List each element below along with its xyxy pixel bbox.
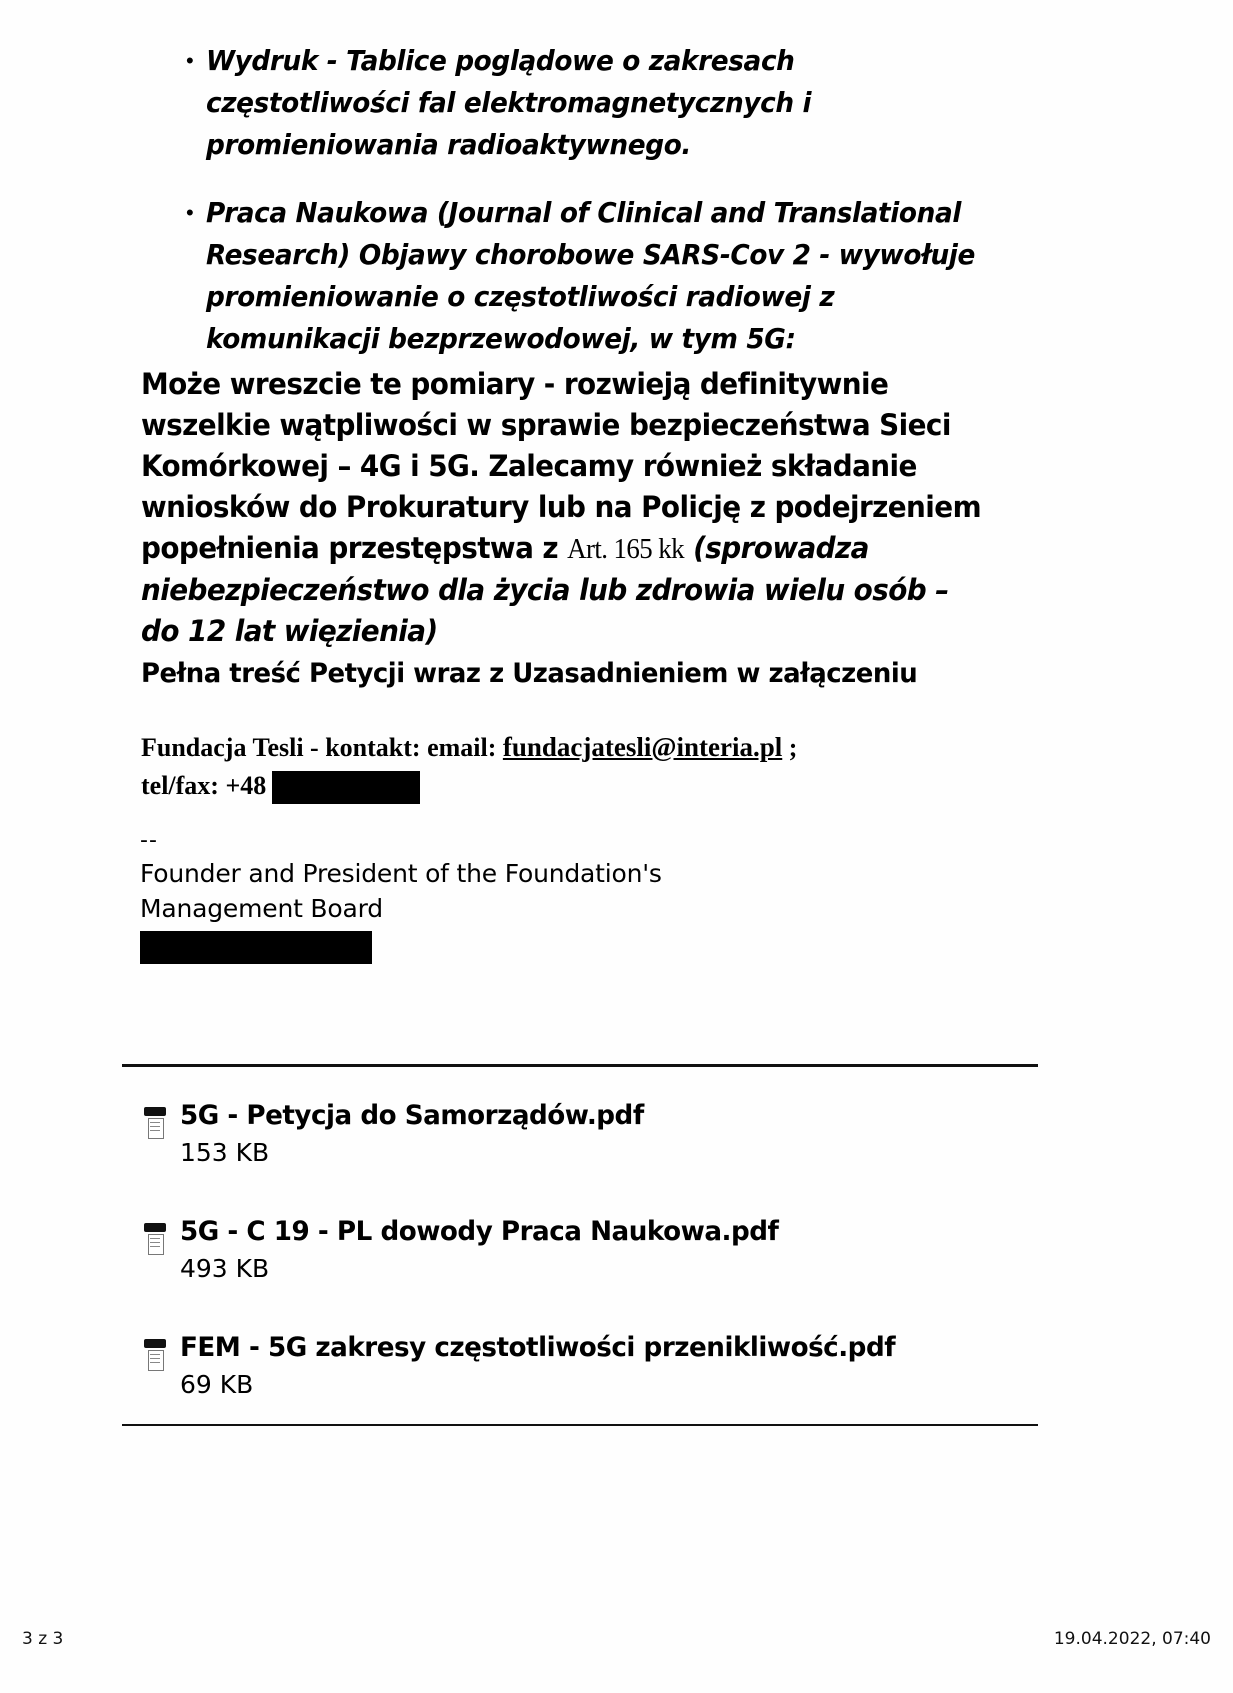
paperclip-icon — [140, 1223, 180, 1267]
redaction-bar-phone — [272, 771, 420, 804]
signature-title-line2: Management Board — [140, 894, 383, 923]
attachments-bottom-divider — [122, 1424, 1038, 1426]
contact-block — [141, 728, 1121, 806]
print-timestamp: 19.04.2022, 07:40 — [1053, 1629, 1211, 1649]
phone-label: tel/fax: +48 — [141, 771, 267, 800]
attachment-filename[interactable]: 5G - C 19 - PL dowody Praca Naukowa.pdf — [180, 1216, 779, 1247]
attachment-item[interactable] — [140, 1330, 1040, 1402]
email-link[interactable]: fundacjatesli@interia.pl — [502, 732, 783, 762]
attachment-note: Pełna treść Petycji wraz z Uzasadnieniem w załączeniu — [141, 658, 918, 689]
legal-reference: Art. 165 kk — [567, 534, 685, 565]
list-item — [186, 192, 1046, 360]
bullet-text: Wydruk - Tablice poglądowe o zakresach częstotliwości fal elektromagnetycznych i promieniowania radioaktywnego. — [206, 44, 812, 161]
bullet-text: Praca Naukowa (Journal of Clinical and Translational Research) Objawy chorobowe SARS-Cov 2 - wywołuje promieniowanie o częstotliwości radiowej z komunikacji bezprzewodowej, w tym 5G: — [206, 196, 976, 355]
main-paragraph-part2: (sprowadza niebezpieczeństwo dla życia lub zdrowia wielu osób – do 12 lat więzienia) — [141, 531, 949, 648]
paperclip-icon — [140, 1107, 180, 1151]
contact-label: Fundacja Tesli - kontakt: email: — [141, 733, 503, 762]
page-indicator: 3 z 3 — [22, 1629, 64, 1649]
redaction-bar-name — [140, 931, 372, 964]
bullet-marker-icon: • — [186, 48, 194, 73]
attachment-filename[interactable]: 5G - Petycja do Samorządów.pdf — [180, 1100, 644, 1131]
attachment-item[interactable] — [140, 1098, 1040, 1170]
bullet-list — [186, 40, 1046, 386]
attachment-filesize: 69 KB — [180, 1370, 254, 1399]
attachments-top-divider — [122, 1064, 1038, 1067]
contact-suffix: ; — [782, 733, 798, 762]
signature-block — [140, 826, 840, 964]
bullet-marker-icon: • — [186, 200, 194, 225]
attachment-item[interactable] — [140, 1214, 1040, 1286]
contact-email-line — [141, 728, 1121, 767]
signature-title-line1: Founder and President of the Foundation's — [140, 859, 662, 888]
attachment-filesize: 153 KB — [180, 1138, 270, 1167]
attachment-filename[interactable]: FEM - 5G zakresy częstotliwości przenikliwość.pdf — [180, 1332, 896, 1363]
attachments-list — [140, 1098, 1040, 1446]
list-item — [186, 40, 1046, 166]
attachment-filesize: 493 KB — [180, 1254, 270, 1283]
paperclip-icon — [140, 1339, 180, 1383]
main-paragraph-part1: Może wreszcie te pomiary - rozwieją definitywnie wszelkie wątpliwości w sprawie bezpieczeństwa Sieci Komórkowej – 4G i 5G. Zalecamy również składanie wniosków do Prokuratury lub na Policję z podejrzeniem popełnienia przestępstwa z — [141, 367, 982, 565]
main-paragraph — [141, 364, 986, 652]
contact-phone-line — [141, 767, 1121, 806]
signature-separator: -- — [140, 828, 158, 853]
